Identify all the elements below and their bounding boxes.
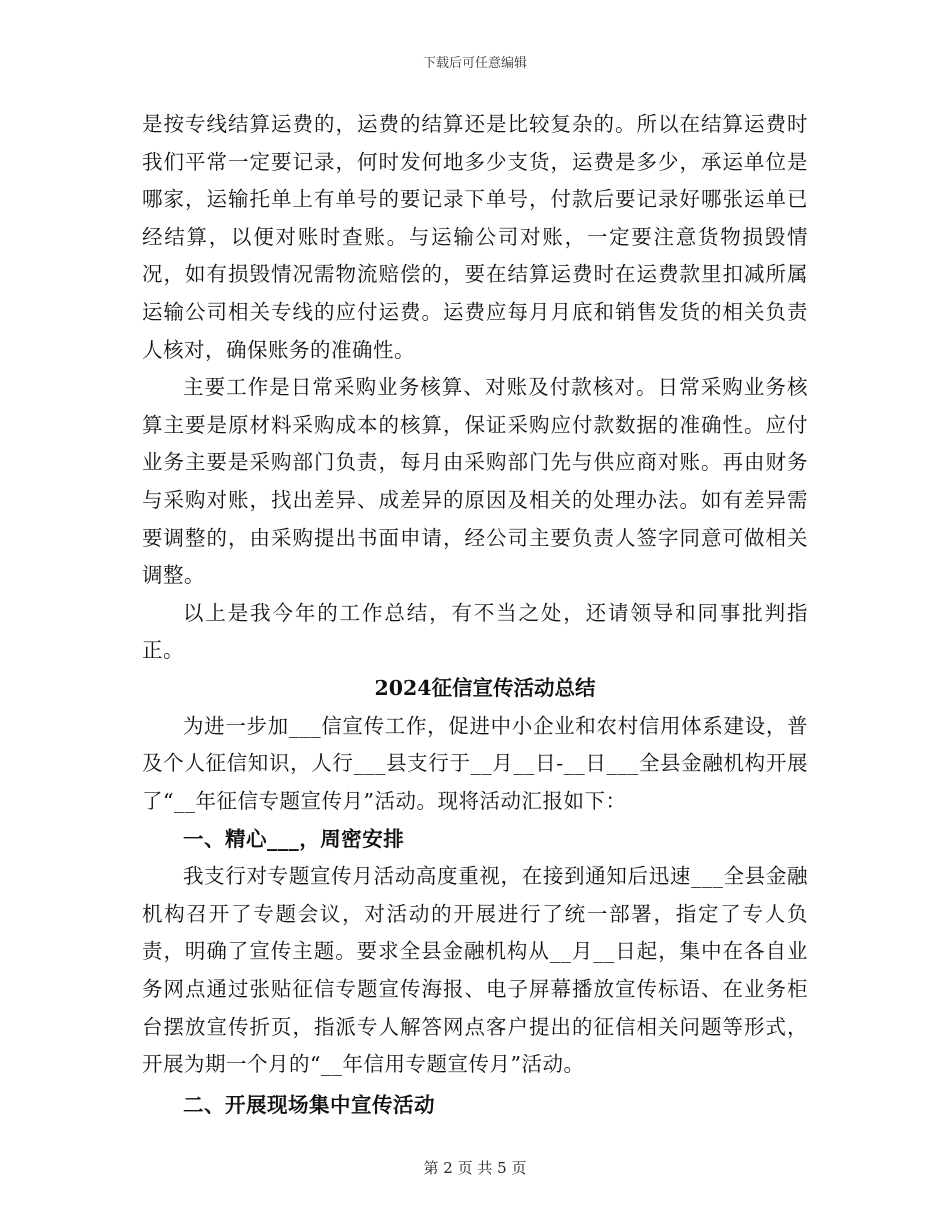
- page-header: 下载后可任意编辑: [422, 56, 527, 71]
- paragraph-freight-settlement: 是按专线结算运费的，运费的结算还是比较复杂的。所以在结算运费时我们平常一定要记录，何时发何地多少支货，运费是多少，承运单位是哪家，运输托单上有单号的要记录下单号，付款后要记录好哪张运单已经结算，以便对账时查账。与运输公司对账，一定要注意货物损毁情况，如有损毁情况需物流赔偿的，要在结算运费时在运费款里扣减所属运输公司相关专线的应付运费。运费应每月月底和销售发货的相关负责人核对，确保账务的准确性。: [142, 112, 808, 362]
- section-heading-1: 一、精心___，周密安排: [183, 827, 405, 852]
- paragraph-introduction: 为进一步加___信宣传工作，促进中小企业和农村信用体系建设，普及个人征信知识，人行___县支行于__月__日-__日___全县金融机构开展了“__年征信专题宣传月”活动。现将活动汇报如下：: [142, 713, 808, 813]
- paragraph-closing-remarks: 以上是我今年的工作总结，有不当之处，还请领导和同事批判指正。: [142, 600, 808, 663]
- document-title: 2024征信宣传活动总结: [374, 675, 596, 700]
- page-footer: 第 2 页 共 5 页: [423, 1159, 527, 1177]
- section-heading-2: 二、开展现场集中宣传活动: [183, 1092, 435, 1117]
- paragraph-purchase-accounting: 主要工作是日常采购业务核算、对账及付款核对。日常采购业务核算主要是原材料采购成本的核算，保证采购应付款数据的准确性。应付业务主要是采购部门负责，每月由采购部门先与供应商对账。再由财务与采购对账，找出差异、成差异的原因及相关的处理办法。如有差异需要调整的，由采购提出书面申请，经公司主要负责人签字同意可做相关调整。: [142, 375, 808, 588]
- paragraph-arrangement: 我支行对专题宣传月活动高度重视，在接到通知后迅速___全县金融机构召开了专题会议，对活动的开展进行了统一部署，指定了专人负责，明确了宣传主题。要求全县金融机构从__月__日起，集中在各自业务网点通过张贴征信专题宣传海报、电子屏幕播放宣传标语、在业务柜台摆放宣传折页，指派专人解答网点客户提出的征信相关问题等形式，开展为期一个月的“__年信用专题宣传月”活动。: [142, 864, 808, 1077]
- document-body: [142, 106, 808, 1124]
